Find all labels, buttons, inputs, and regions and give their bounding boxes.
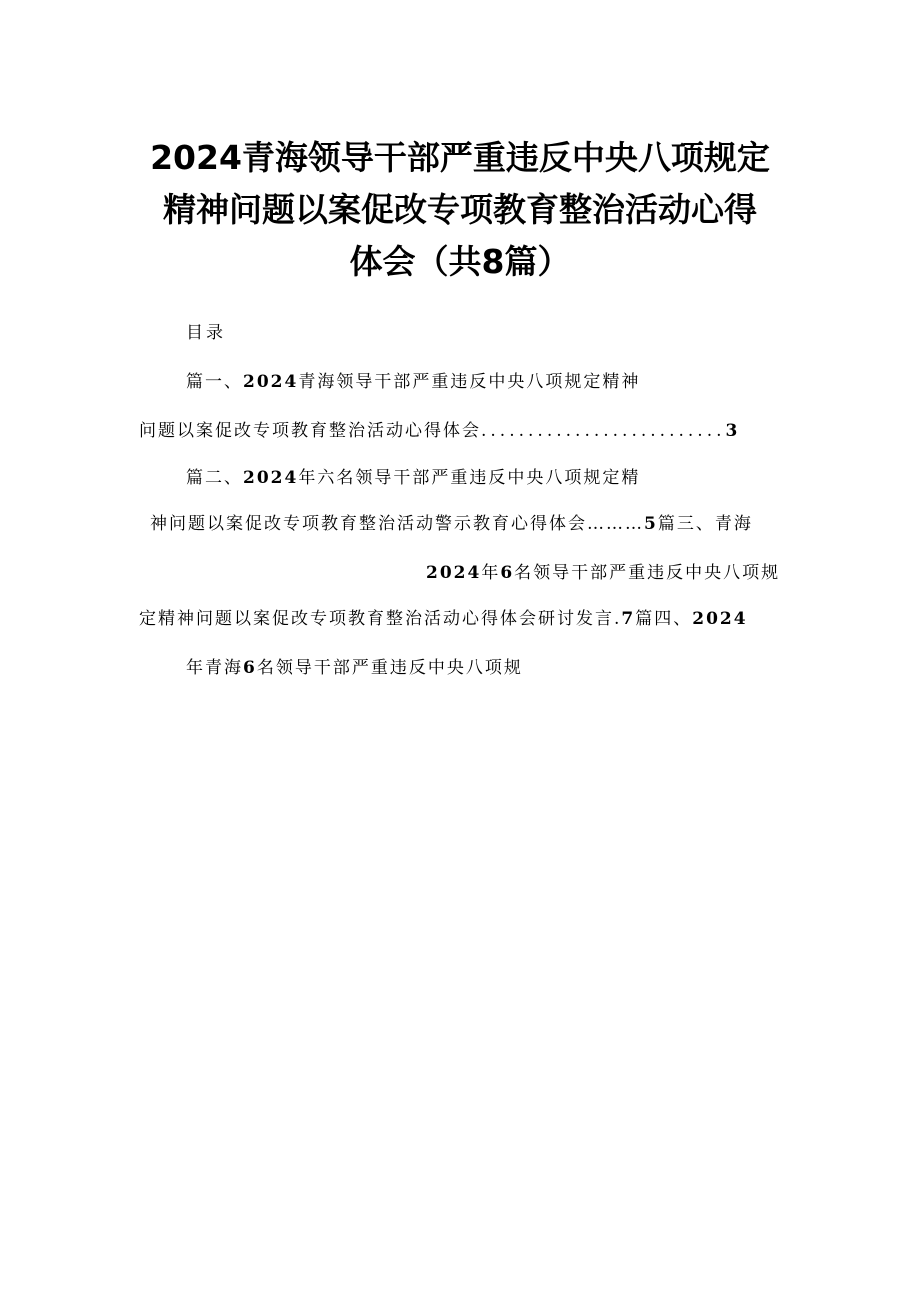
toc-text-continued: 篇四、2024 (635, 609, 748, 629)
document-title-line-2: 精神问题以案促改专项教育整治活动心得 (163, 190, 757, 229)
toc-text: 问题以案促改专项教育整治活动心得体会 (139, 421, 481, 441)
toc-entry-4-line-1[interactable] (186, 656, 523, 680)
toc-text-continued: 篇三、青海 (657, 514, 753, 534)
toc-page-number: 5 (644, 514, 658, 534)
toc-text: 神问题以案促改专项教育整治活动警示教育心得体会 (150, 514, 587, 534)
toc-text: 定精神问题以案促改专项教育整治活动心得体会研讨发言 (139, 609, 614, 629)
toc-page-number: 7 (621, 609, 636, 629)
toc-heading: 目录 (186, 323, 226, 343)
toc-entry-2-line-1[interactable] (186, 466, 640, 490)
toc-text: 篇二、2024年六名领导干部严重违反中央八项规定精 (186, 468, 641, 488)
toc-page-number: 3 (725, 421, 740, 441)
toc-leader-dots: . (614, 609, 622, 629)
document-title-line-3: 体会（共8篇） (349, 242, 571, 281)
toc-text: 篇一、2024青海领导干部严重违反中央八项规定精神 (186, 372, 641, 392)
toc-leader-dots: ……… (587, 514, 644, 534)
toc-entry-3-line-1[interactable] (426, 561, 780, 585)
toc-entry-1-line-1[interactable] (186, 370, 640, 394)
toc-text: 2024年6名领导干部严重违反中央八项规 (426, 563, 781, 583)
toc-entry-3-line-2[interactable] (139, 607, 748, 631)
document-title-line-1: 2024青海领导干部严重违反中央八项规定 (150, 138, 770, 177)
toc-entry-2-line-2[interactable] (150, 512, 753, 536)
toc-text: 年青海6名领导干部严重违反中央八项规 (186, 658, 523, 678)
toc-leader-dots: .......................... (481, 421, 726, 441)
toc-entry-1-line-2[interactable] (139, 419, 739, 443)
